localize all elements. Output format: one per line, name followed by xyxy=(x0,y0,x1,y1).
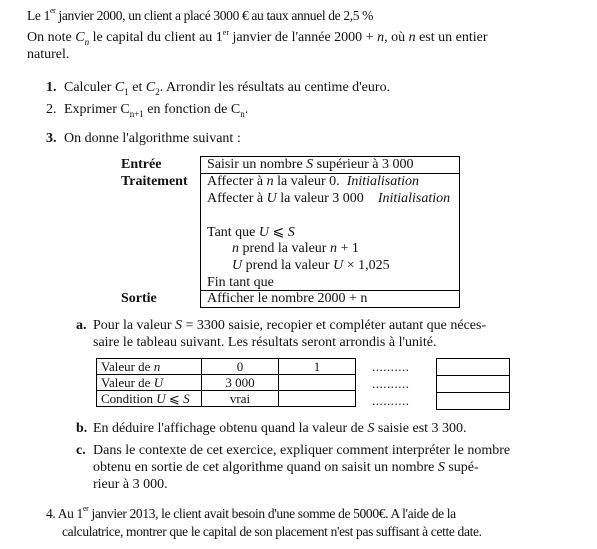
empty-cell-1 xyxy=(436,358,510,376)
sub-b-text: En déduire l'affichage obtenu quand la valeur de S saisie est 3 300. xyxy=(93,421,467,436)
algo-t3: Tant que U ⩽ S xyxy=(207,225,295,240)
table-row xyxy=(97,359,356,375)
table-row xyxy=(97,375,356,391)
algo-t4: n prend la valeur n + 1 xyxy=(232,241,359,256)
sub-c-label: c. xyxy=(76,443,86,458)
algo-t6: Fin tant que xyxy=(207,275,274,290)
question-1: 1. Calculer $C_1$ et $C_2$. Arrondir les résultats au centime d'euro. xyxy=(46,80,391,97)
table-cell: 3 000 xyxy=(202,375,279,391)
dots-row-3: .......... xyxy=(372,393,410,408)
algo-traitement-label: Traitement xyxy=(121,174,188,189)
table-cell: Condition U ⩽ S xyxy=(97,391,202,407)
intro-line-2: On note $C_n$ le capital du client au 1er janvier de l'année 2000 + n, où n est un entier xyxy=(27,28,488,47)
sub-c-line-2: obtenu en sortie de cet algorithme quand on saisit un nombre S supé- xyxy=(93,460,479,475)
intro-line-3: naturel. xyxy=(27,47,70,62)
table-row xyxy=(97,391,356,407)
algo-sortie-text: Afficher le nombre 2000 + n xyxy=(207,291,368,306)
empty-cell-2 xyxy=(436,375,510,393)
algo-sortie-label: Sortie xyxy=(121,291,157,306)
dots-row-2: .......... xyxy=(372,376,410,391)
algo-t2: Affecter à U la valeur 3 000 Initialisation xyxy=(207,191,451,206)
sub-a-line-2: saire le tableau suivant. Les résultats seront arrondis à l'unité. xyxy=(93,335,437,350)
algo-t5: U prend la valeur U × 1,025 xyxy=(232,258,390,273)
dots-row-1: .......... xyxy=(372,359,410,374)
sub-c-line-1: Dans le contexte de cet exercice, expliquer comment interpréter le nombre xyxy=(93,443,511,458)
value-table xyxy=(96,358,356,407)
table-cell xyxy=(279,375,356,391)
algo-entree-text: Saisir un nombre S supérieur à 3 000 xyxy=(207,157,414,172)
table-cell: vrai xyxy=(202,391,279,407)
table-cell: Valeur de n xyxy=(97,359,202,375)
empty-cell-3 xyxy=(436,392,510,410)
table-cell xyxy=(279,391,356,407)
algo-entree-label: Entrée xyxy=(121,157,162,172)
sub-a-line-1: Pour la valeur S = 3300 saisie, recopier et compléter autant que néces- xyxy=(93,318,487,333)
table-cell: 1 xyxy=(279,359,356,375)
algo-t1: Affecter à n la valeur 0. Initialisation xyxy=(207,174,420,189)
sub-a-label: a. xyxy=(76,318,87,333)
sub-b-label: b. xyxy=(76,421,88,436)
sub-c-line-3: rieur à 3 000. xyxy=(93,477,168,492)
question-4-line-1: 4. Au 1er janvier 2013, le client avait besoin d'une somme de 5000€. A l'aide de la xyxy=(46,504,456,521)
question-4-line-2: calculatrice, montrer que le capital de son placement n'est pas suffisant à cette date. xyxy=(62,524,482,539)
table-cell: Valeur de U xyxy=(97,375,202,391)
table-cell: 0 xyxy=(202,359,279,375)
intro-line-1: Le 1er janvier 2000, un client a placé 3000 € au taux annuel de 2,5 % xyxy=(27,6,374,23)
question-2: 2. Exprimer $C_{n+1}$ en fonction de $C_n$. xyxy=(46,102,249,119)
question-3: 3. On donne l'algorithme suivant : xyxy=(46,131,241,146)
